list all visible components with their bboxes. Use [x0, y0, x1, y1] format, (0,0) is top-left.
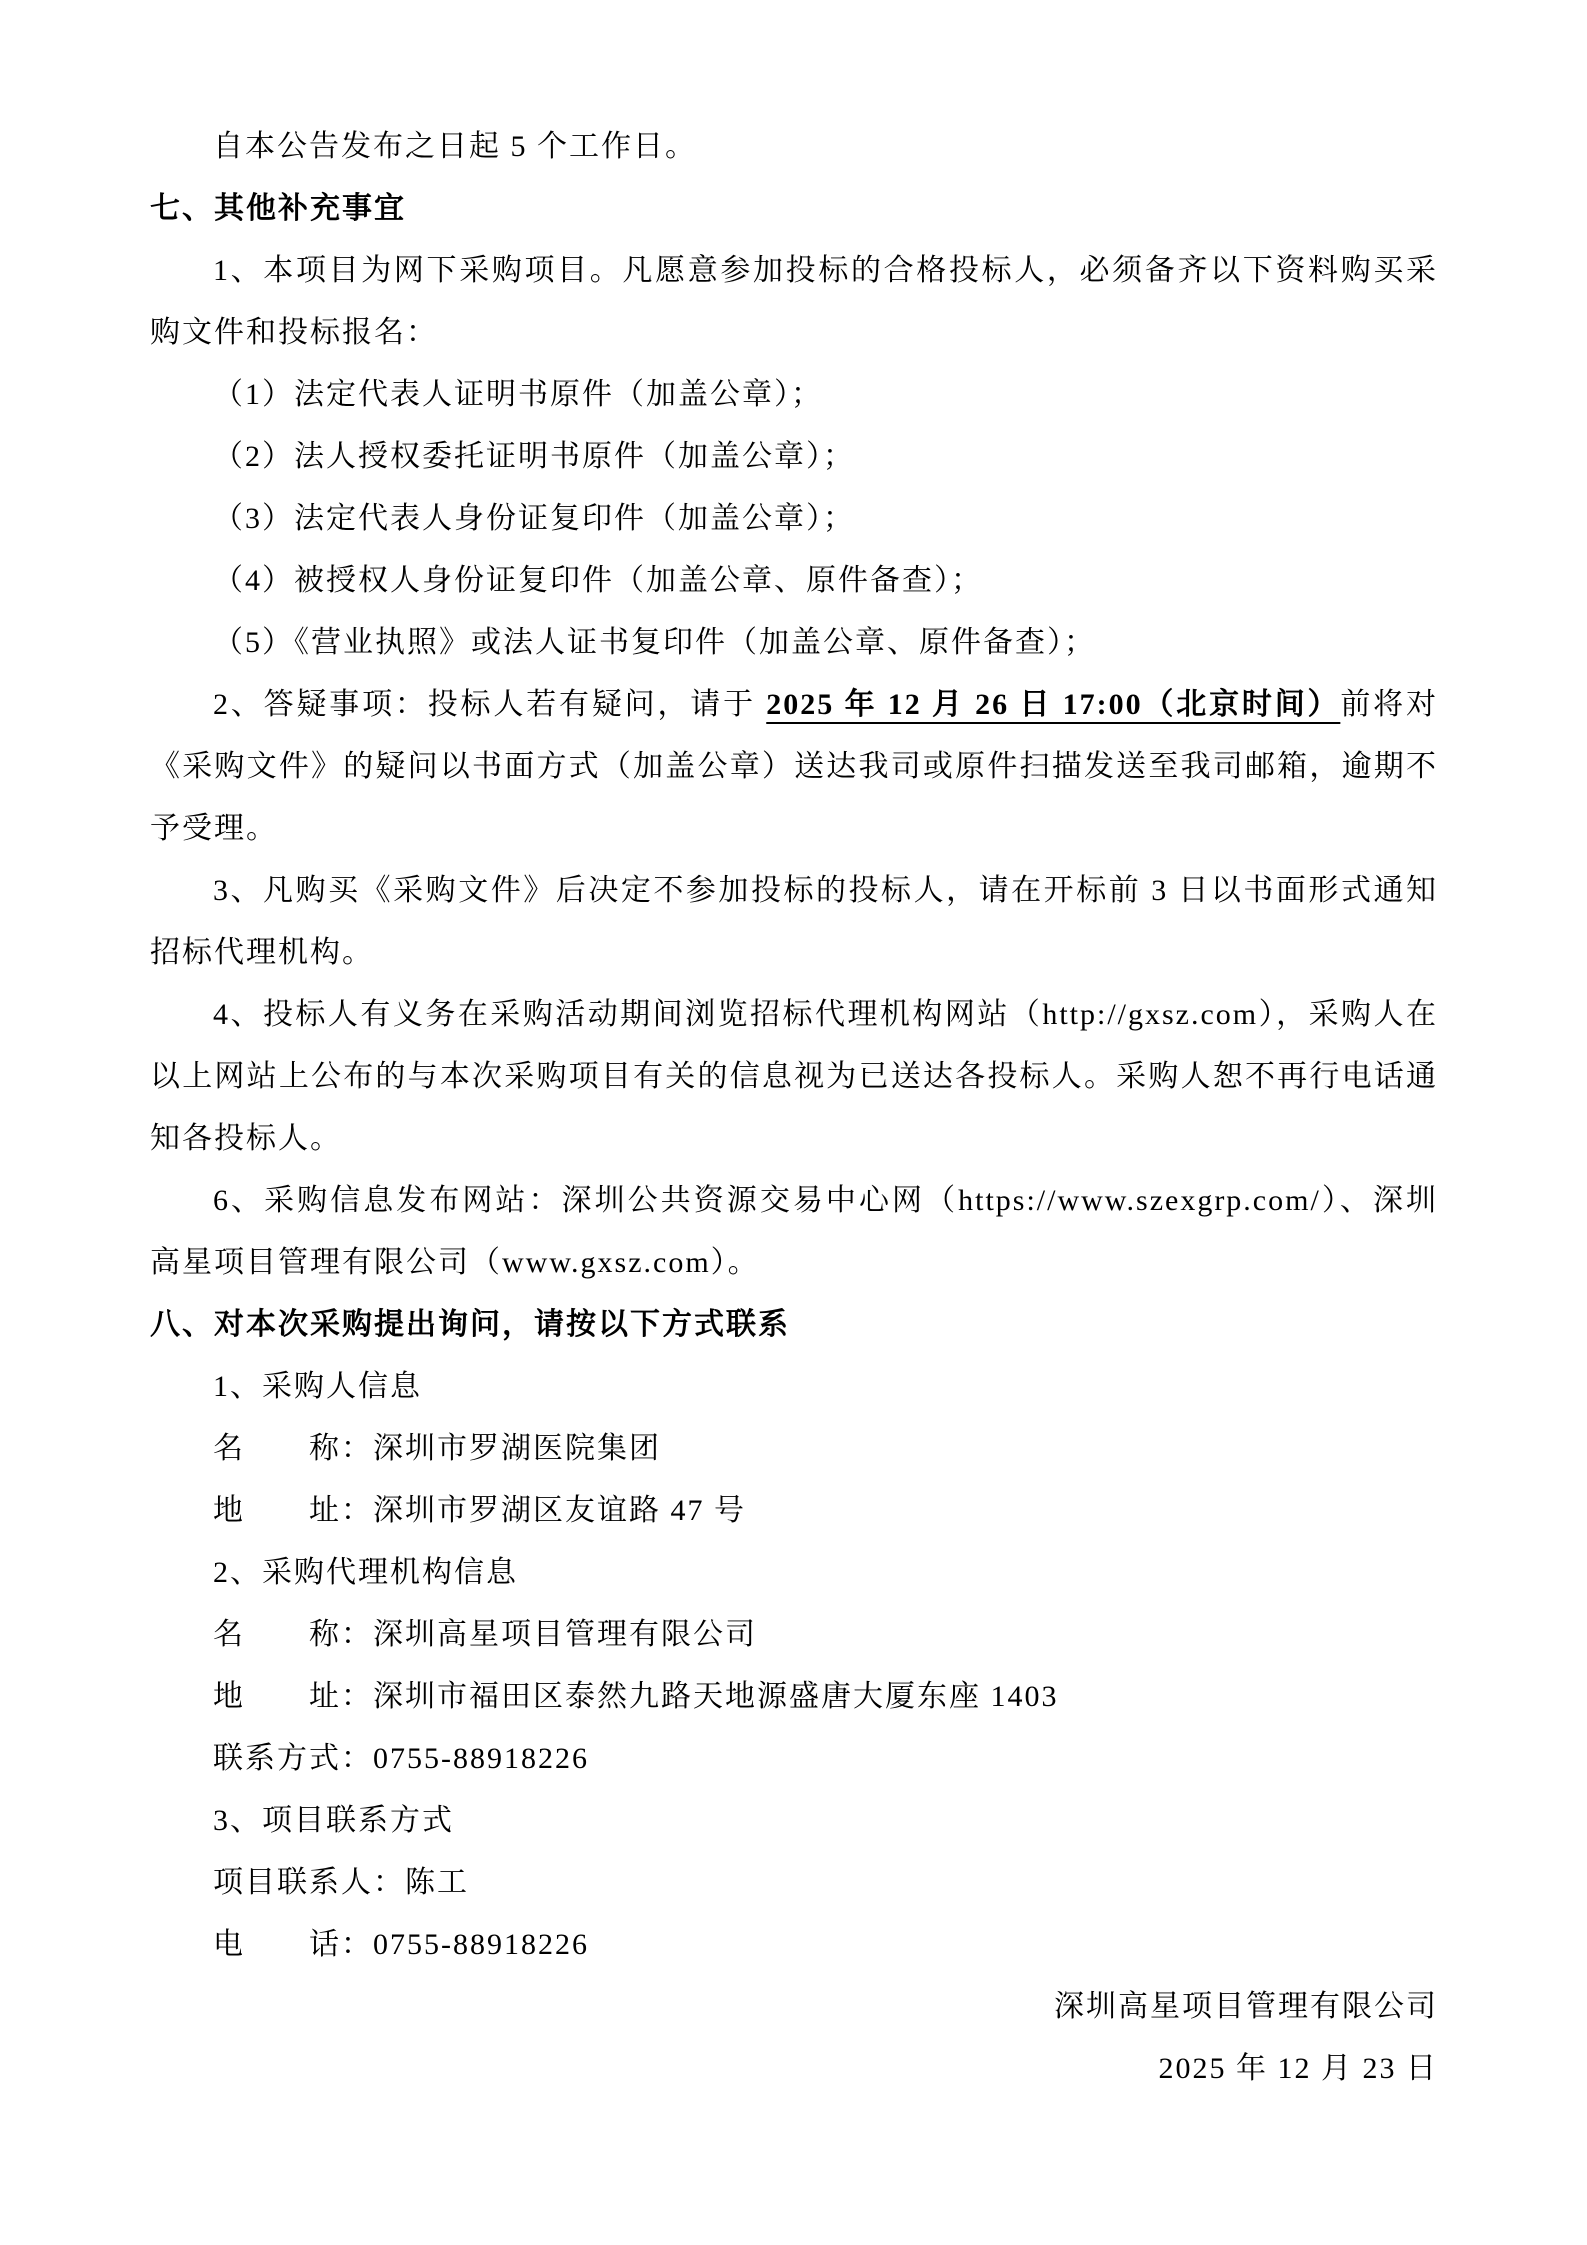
section-7-item-3: （3）法定代表人身份证复印件（加盖公章）； — [213, 502, 855, 535]
purchaser-address-value: 深圳市罗湖区友谊路 47 号 — [373, 1494, 746, 1527]
qa-prefix-text: 2、答疑事项：投标人若有疑问，请于 — [213, 688, 767, 721]
section-7-item-4: （4）被授权人身份证复印件（加盖公章、原件备查）； — [213, 564, 983, 597]
qa-suffix-text: 前将对《采购文件》的疑问以书面方式（加盖公章）送达我司或原件扫描发送至我司邮箱，逾期不予受理。 — [150, 688, 1438, 845]
section-7-paragraph-3: 3、凡购买《采购文件》后决定不参加投标的投标人，请在开标前 3 日以书面形式通知招标代理机构。 — [150, 874, 1438, 969]
section-7-paragraph-2 — [150, 674, 1438, 860]
project-contact-title: 3、项目联系方式 — [213, 1804, 454, 1837]
agency-address-value: 深圳市福田区泰然九路天地源盛唐大厦东座 1403 — [373, 1680, 1059, 1713]
project-person-label: 项目联系人： — [213, 1866, 405, 1899]
agency-info-title: 2、采购代理机构信息 — [213, 1556, 518, 1589]
purchaser-name-line — [150, 1418, 1438, 1480]
agency-address-label: 地 址： — [213, 1680, 373, 1713]
agency-name-label: 名 称： — [213, 1618, 373, 1651]
section-7-paragraph-6: 6、采购信息发布网站：深圳公共资源交易中心网（https://www.szexgrp.com/）、深圳高星项目管理有限公司（www.gxsz.com）。 — [150, 1184, 1438, 1279]
purchaser-info-title: 1、采购人信息 — [213, 1370, 422, 1403]
project-person-line — [150, 1852, 1438, 1914]
section-7-paragraph-1: 1、本项目为网下采购项目。凡愿意参加投标的合格投标人，必须备齐以下资料购买采购文件和投标报名： — [150, 254, 1438, 349]
purchaser-name-label: 名 称： — [213, 1432, 373, 1465]
section-7-item-1: （1）法定代表人证明书原件（加盖公章）； — [213, 378, 823, 411]
section-8-heading: 八、对本次采购提出询问，请按以下方式联系 — [150, 1308, 790, 1341]
agency-contact-line — [150, 1728, 1438, 1790]
agency-contact-value: 0755-88918226 — [373, 1742, 589, 1775]
agency-name-value: 深圳高星项目管理有限公司 — [373, 1618, 757, 1651]
agency-address-line — [150, 1666, 1438, 1728]
section-7-item-5: （5）《营业执照》或法人证书复印件（加盖公章、原件备查）； — [213, 626, 1096, 659]
footer-date: 2025 年 12 月 23 日 — [1158, 2052, 1438, 2085]
purchaser-address-label: 地 址： — [213, 1494, 373, 1527]
project-person-value: 陈工 — [405, 1866, 469, 1899]
section-7-paragraph-4: 4、投标人有义务在采购活动期间浏览招标代理机构网站（http://gxsz.com），采购人在以上网站上公布的与本次采购项目有关的信息视为已送达各投标人。采购人恕不再行电话通知各投标人。 — [150, 998, 1438, 1155]
purchaser-name-value: 深圳市罗湖医院集团 — [373, 1432, 661, 1465]
footer-company: 深圳高星项目管理有限公司 — [1054, 1990, 1438, 2023]
qa-deadline-text: 2025 年 12 月 26 日 17:00（北京时间） — [766, 688, 1341, 721]
document-content — [150, 116, 1438, 2100]
agency-name-line — [150, 1604, 1438, 1666]
project-phone-label: 电 话： — [213, 1928, 373, 1961]
section-7-item-2: （2）法人授权委托证明书原件（加盖公章）； — [213, 440, 855, 473]
agency-contact-label: 联系方式： — [213, 1742, 373, 1775]
project-phone-value: 0755-88918226 — [373, 1928, 589, 1961]
paragraph-notice-period: 自本公告发布之日起 5 个工作日。 — [213, 130, 697, 163]
purchaser-address-line — [150, 1480, 1438, 1542]
project-phone-line — [150, 1914, 1438, 1976]
section-7-heading: 七、其他补充事宜 — [150, 192, 406, 225]
